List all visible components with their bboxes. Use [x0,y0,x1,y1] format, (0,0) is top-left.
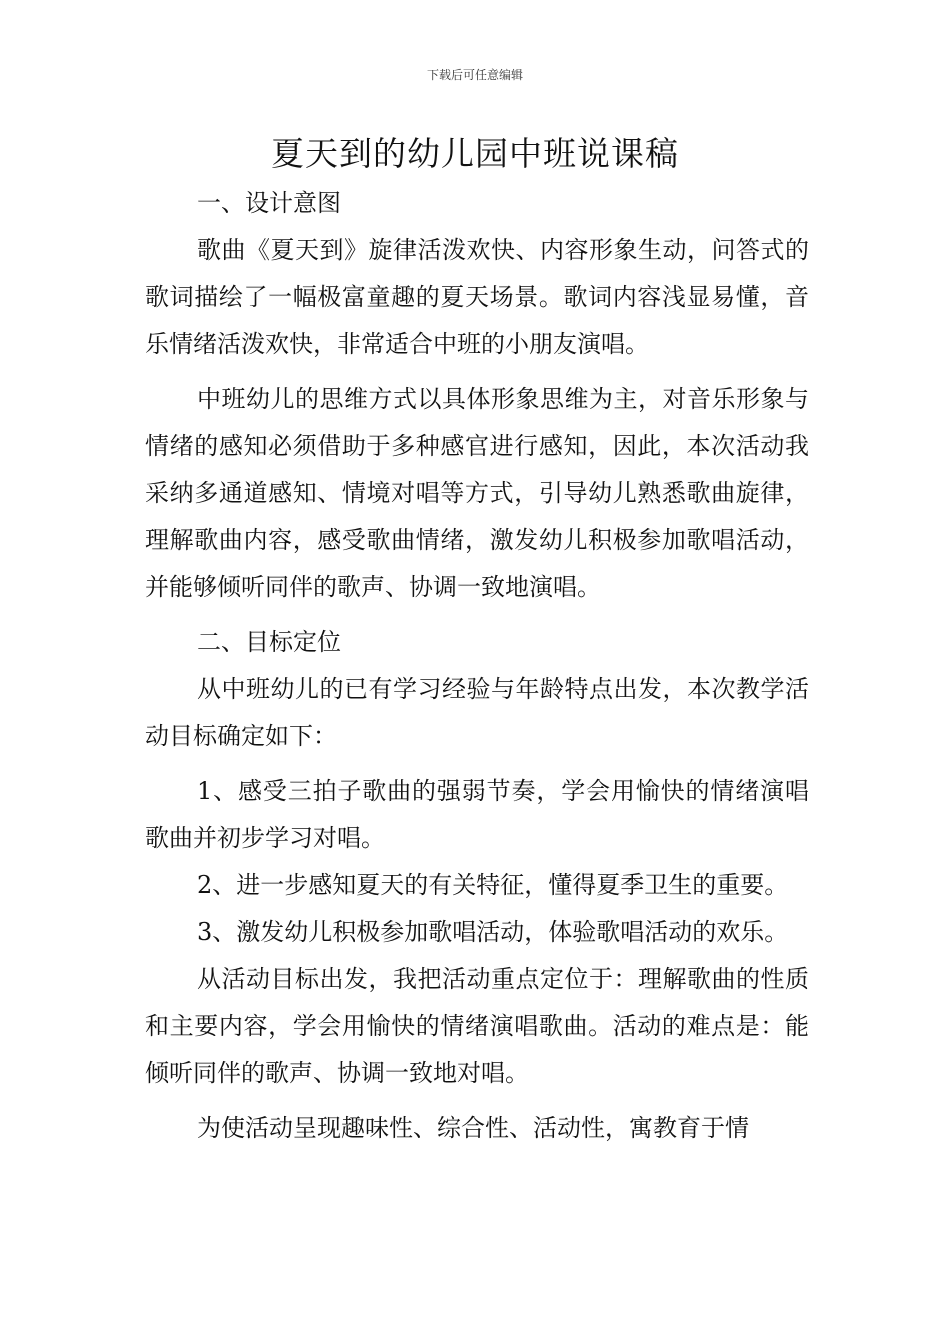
paragraph-song-intro: 歌曲《夏天到》旋律活泼欢快、内容形象生动，问答式的歌词描绘了一幅极富童趣的夏天场景。歌词内容浅显易懂，音乐情绪活泼欢快，非常适合中班的小朋友演唱。 [145,236,809,358]
objective-item-2: 2、进一步感知夏天的有关特征，懂得夏季卫生的重要。 [197,871,789,899]
page-header-note: 下载后可任意编辑 [426,68,523,82]
section-heading-objectives: 二、目标定位 [197,628,341,656]
objective-item-1: 1、感受三拍子歌曲的强弱节奏，学会用愉快的情绪演唱歌曲并初步学习对唱。 [145,777,809,852]
paragraph-key-points: 从活动目标出发，我把活动重点定位于：理解歌曲的性质和主要内容，学会用愉快的情绪演唱歌曲。活动的难点是：能倾听同伴的歌声、协调一致地对唱。 [145,965,809,1087]
section-heading-design-intent: 一、设计意图 [197,189,341,217]
document-body [145,176,809,1152]
paragraph-objectives-intro: 从中班幼儿的已有学习经验与年龄特点出发，本次教学活动目标确定如下： [145,675,809,750]
objective-item-3: 3、激发幼儿积极参加歌唱活动，体验歌唱活动的欢乐。 [197,918,789,946]
paragraph-activity-approach: 为使活动呈现趣味性、综合性、活动性，寓教育于情 [197,1114,749,1142]
document-title: 夏天到的幼儿园中班说课稿 [271,134,679,173]
paragraph-child-thinking: 中班幼儿的思维方式以具体形象思维为主，对音乐形象与情绪的感知必须借助于多种感官进行感知，因此，本次活动我采纳多通道感知、情境对唱等方式，引导幼儿熟悉歌曲旋律，理解歌曲内容，感受歌曲情绪，激发幼儿积极参加歌唱活动，并能够倾听同伴的歌声、协调一致地演唱。 [145,385,809,601]
